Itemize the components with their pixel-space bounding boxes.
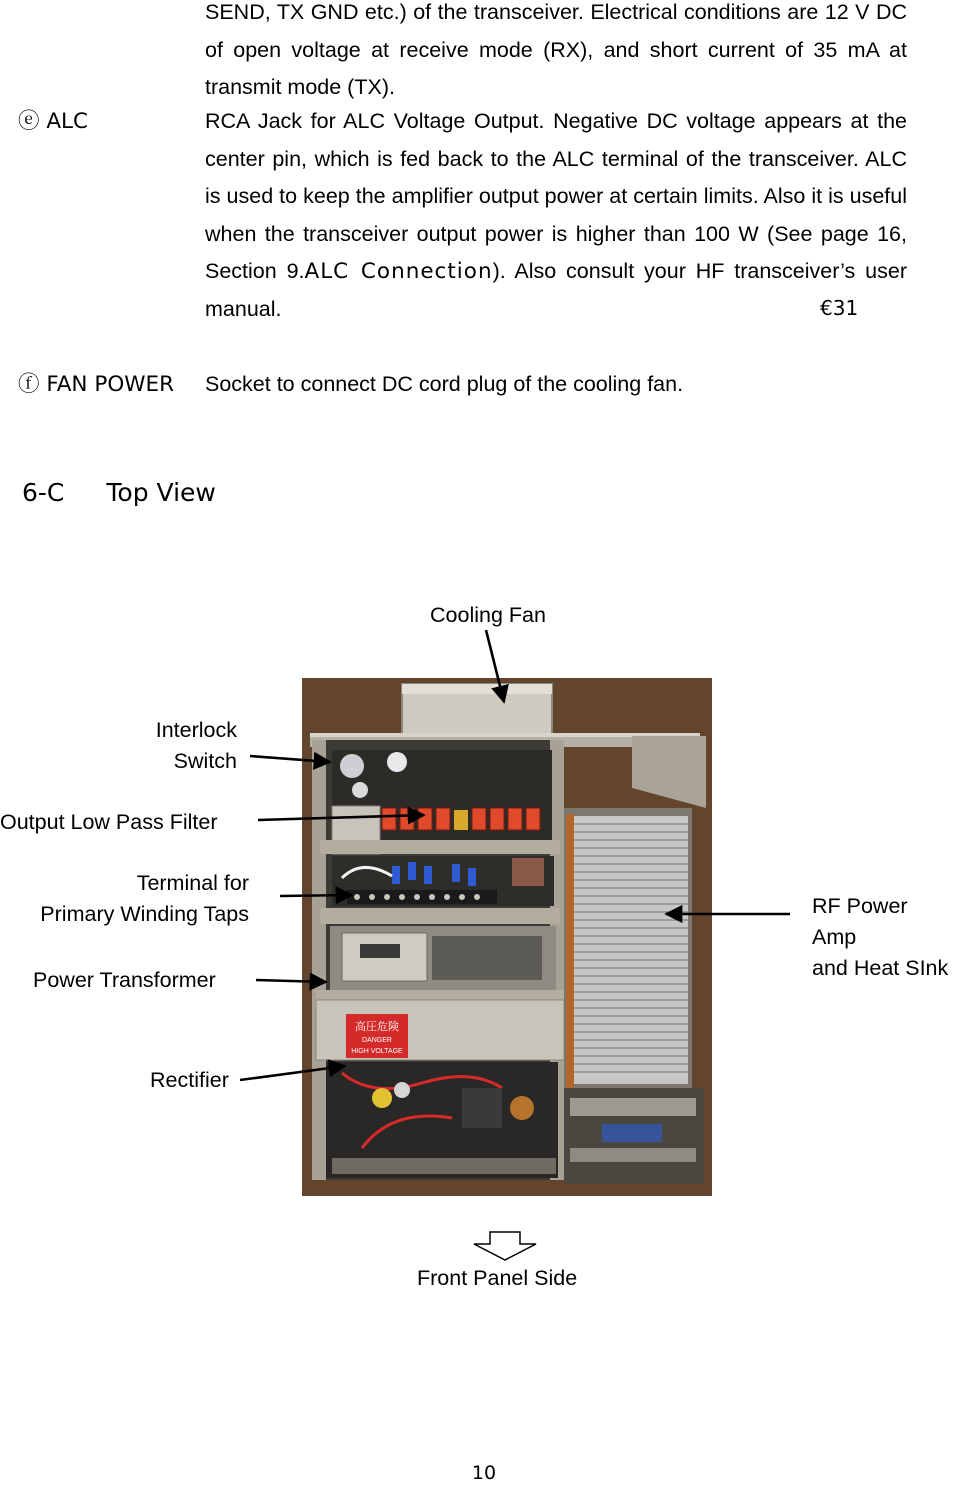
section-number: 6-C	[22, 478, 65, 507]
warning-cn-text: 高圧危険	[355, 1020, 399, 1033]
fan-power-paragraph: Socket to connect DC cord plug of the cooling fan.	[205, 372, 684, 396]
leader-interlock	[250, 756, 330, 762]
alc-label: ⓔ ALC	[18, 109, 89, 134]
callout-cooling-fan: Cooling Fan	[430, 603, 546, 627]
callout-interlock-switch	[60, 715, 237, 777]
callout-terminal-line2: Primary Winding Taps	[40, 902, 249, 926]
callout-rf-line1: RF Power	[812, 894, 908, 918]
callout-output-lpf: Output Low Pass Filter	[0, 810, 218, 834]
callout-rectifier: Rectifier	[150, 1068, 229, 1092]
leader-transformer	[256, 980, 326, 982]
callout-front-panel-side: Front Panel Side	[417, 1266, 578, 1290]
section-title: Top View	[106, 478, 216, 507]
callout-interlock-line2: Switch	[173, 749, 237, 773]
leader-lpf	[258, 815, 424, 820]
front-panel-arrow-icon	[470, 1230, 540, 1262]
callout-rf-line2: Amp	[812, 925, 857, 949]
stray-mark: €31	[820, 296, 859, 320]
warning-hv-text: HIGH VOLTAGE	[351, 1048, 403, 1055]
callout-power-transformer: Power Transformer	[33, 968, 216, 992]
alc-connection-ref: ALC Connection	[304, 259, 493, 284]
callout-rf-line3: and Heat SInk	[812, 956, 949, 980]
leader-terminal	[280, 895, 352, 896]
callout-terminal-line1: Terminal for	[136, 871, 249, 895]
leader-cooling-fan	[486, 630, 504, 702]
leader-rectifier	[240, 1066, 345, 1080]
warning-en-text: DANGER	[362, 1037, 392, 1044]
fan-power-label: ⓕ FAN POWER	[18, 372, 175, 397]
callout-rf-amp	[812, 891, 948, 984]
callout-terminal	[0, 868, 249, 930]
alc-text-a: RCA Jack for ALC Voltage Output. Negative DC voltage appears at the center pin, which is fed back to the ALC terminal of the transceiver. ALC is used to keep the amplifier output power at certain limits. Also it is useful when the transceiver output power is higher than 100 W (See page 16, Section 9.	[205, 109, 907, 283]
page-number: 10	[471, 1462, 497, 1484]
alc-text-b: ). Also consult your HF transceiver’s user manual.	[205, 259, 907, 321]
send-paragraph: SEND, TX GND etc.) of the transceiver. Electrical conditions are 12 V DC of open voltage at receive mode (RX), and short current of 35 mA at transmit mode (TX).	[205, 0, 907, 99]
callout-interlock-line1: Interlock	[155, 718, 237, 742]
